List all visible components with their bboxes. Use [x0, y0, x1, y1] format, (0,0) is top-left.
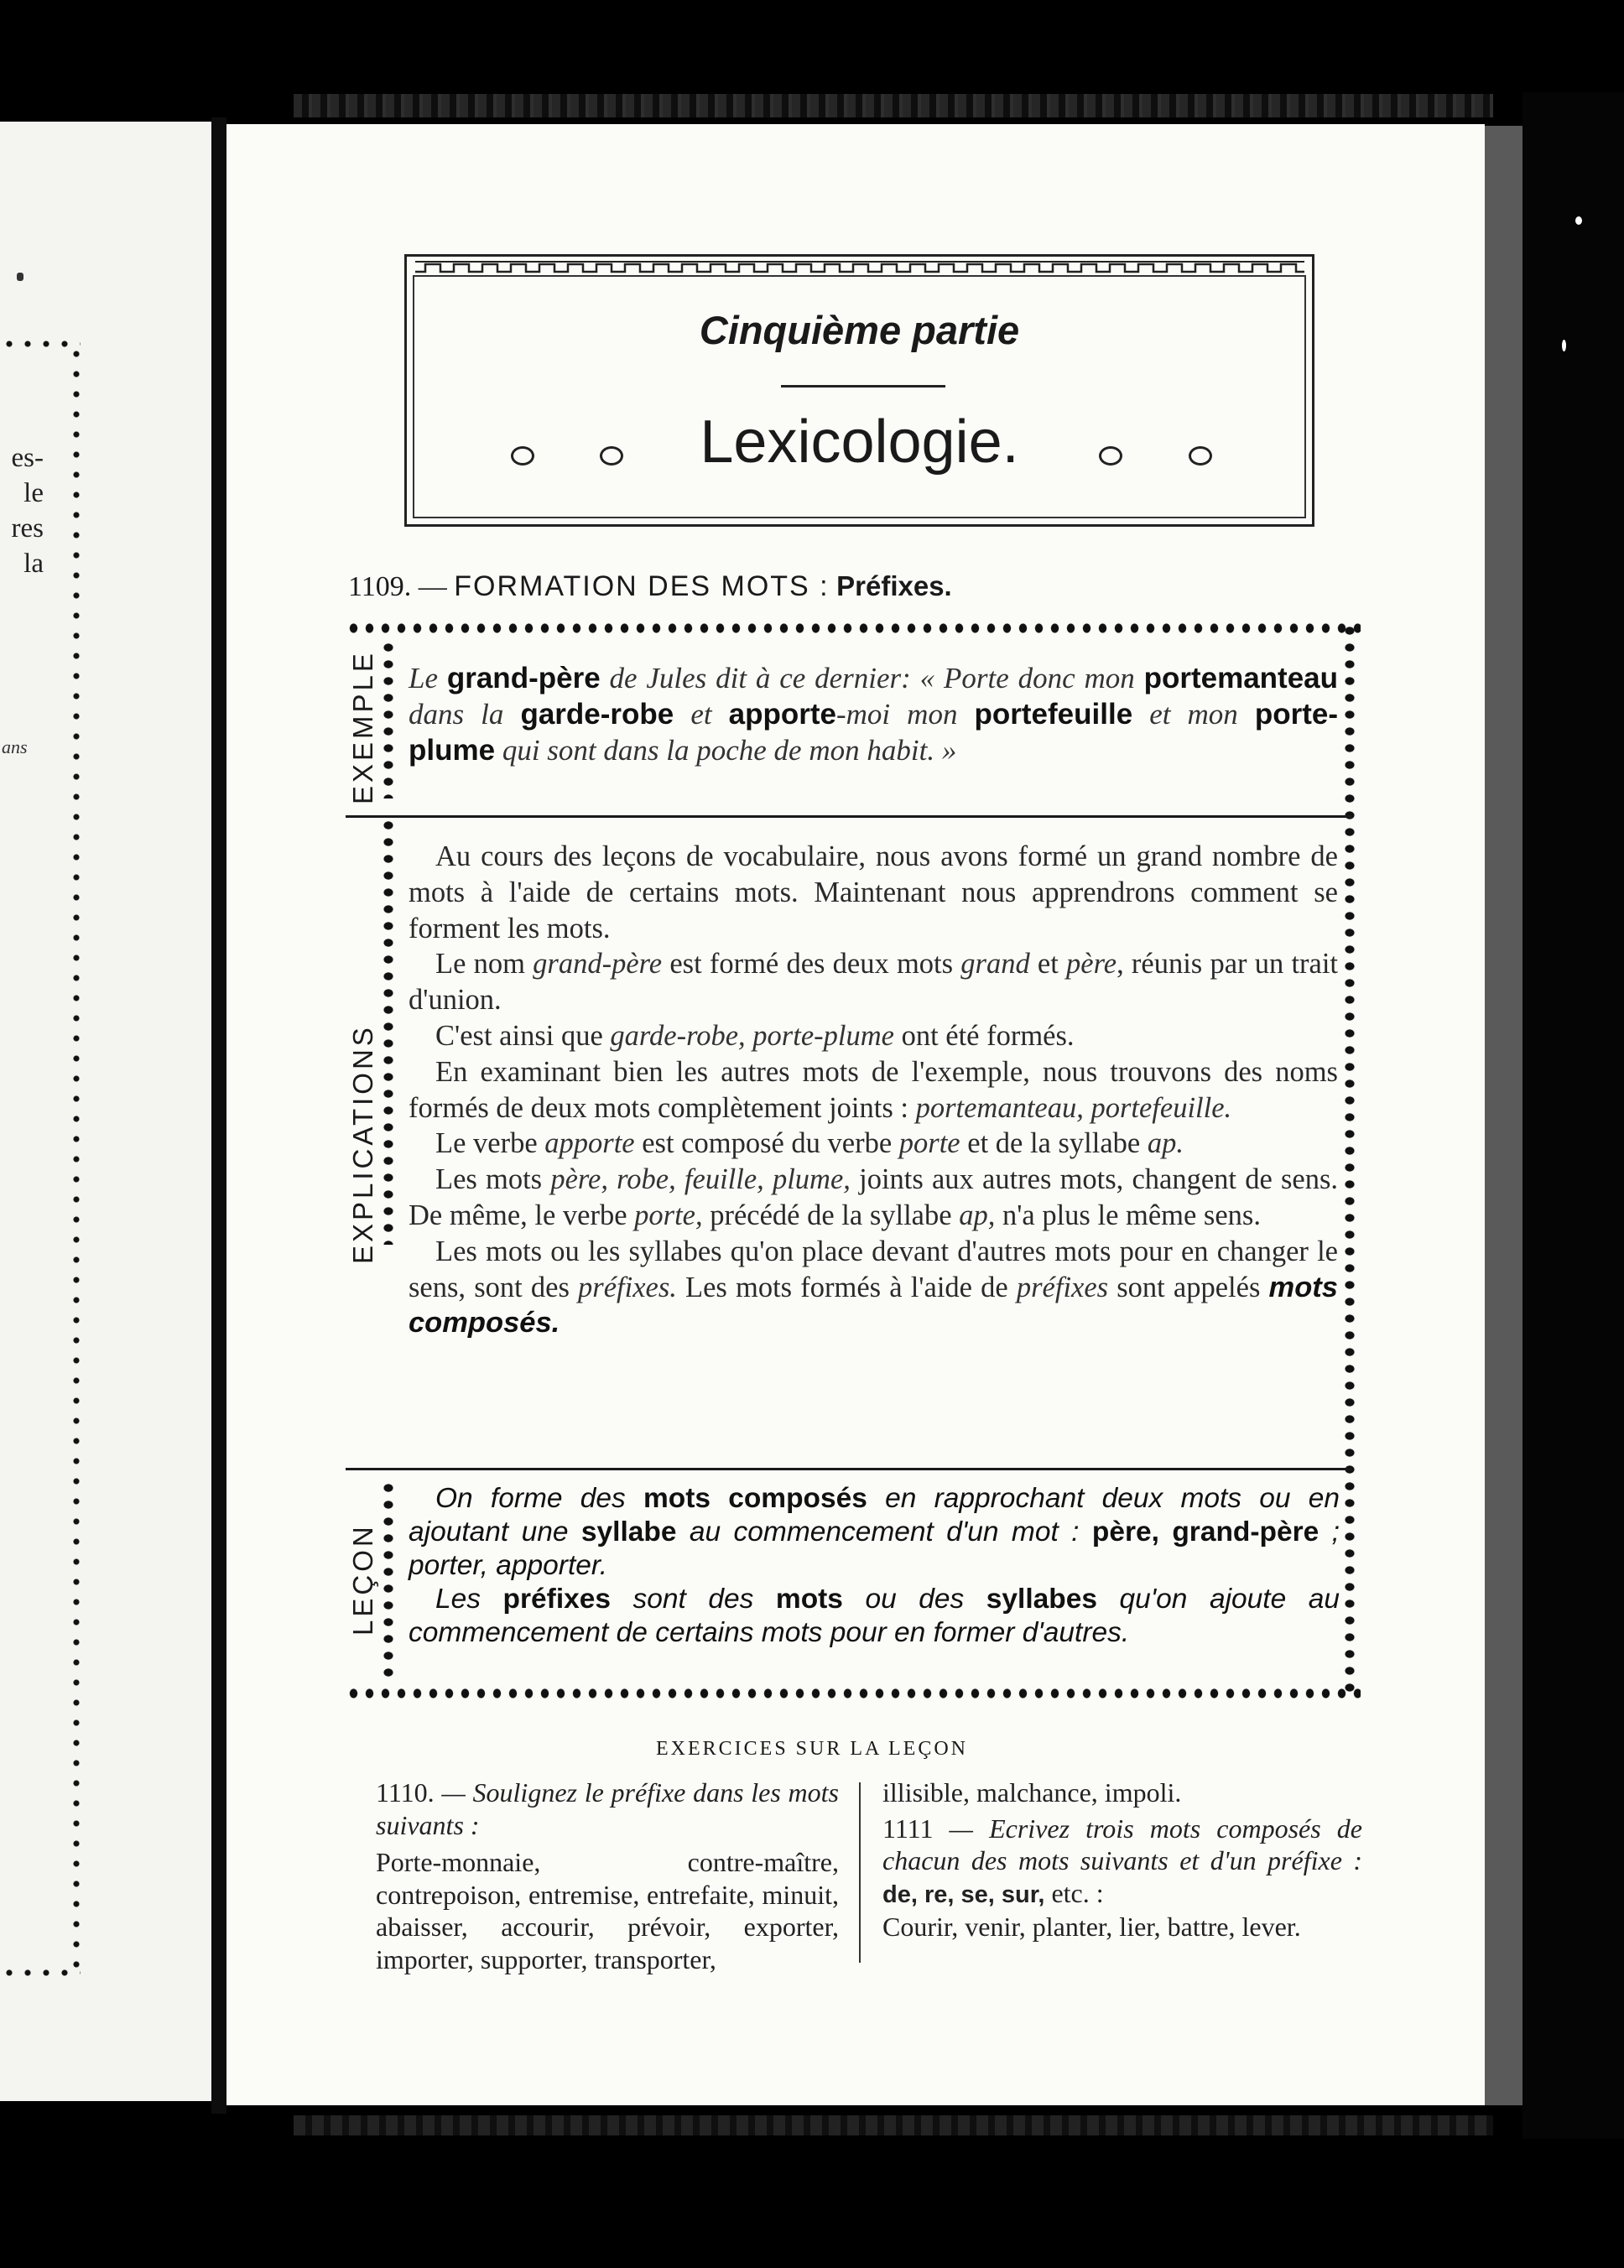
text-run: préfixes — [502, 1584, 612, 1615]
text-run: apporte — [544, 1127, 635, 1160]
text-run: Les — [435, 1584, 503, 1615]
dotted-label-rule — [383, 1480, 394, 1681]
explication-paragraph — [409, 1234, 1338, 1341]
text-run: syllabes — [986, 1584, 1097, 1615]
scan-speck — [1562, 340, 1566, 351]
text-run: et — [1029, 948, 1067, 981]
explication-paragraph — [409, 946, 1338, 1018]
explication-paragraph — [409, 1162, 1338, 1234]
exercise-prefixes: de, re, se, sur, — [882, 1880, 1045, 1908]
left-page-mark — [17, 273, 23, 281]
meander-ornament — [415, 261, 1304, 274]
exercise-number: 1110. — [376, 1777, 435, 1808]
text-run: mots — [775, 1584, 843, 1615]
dotted-label-rule — [383, 817, 394, 1245]
explications-label: EXPLICATIONS — [347, 1024, 378, 1265]
section-separator — [346, 815, 1352, 818]
lecon-paragraph — [409, 1482, 1340, 1583]
text-run: grand-père — [533, 948, 663, 981]
title-divider — [781, 385, 945, 388]
exercise-instruction: — Soulignez le préfixe dans les mots suivants : — [376, 1777, 840, 1840]
section-title: FORMATION DES MOTS : — [454, 570, 830, 602]
main-title: Lexicologie. — [700, 408, 1019, 476]
exercises-title: EXERCICES SUR LA LEÇON — [655, 1738, 969, 1760]
text-run: Le verbe — [435, 1127, 545, 1160]
page-edge-shadow — [1485, 126, 1522, 2105]
left-page-fragment — [0, 122, 211, 2101]
text-run: Le nom — [435, 948, 534, 981]
dotted-border-top — [346, 622, 1361, 634]
section-dash: — — [418, 571, 447, 602]
text-run: en rapprochant deux mots ou en ajoutant une — [409, 1483, 1340, 1548]
text-run: ont été formés. — [893, 1019, 1075, 1052]
text-run: Le — [409, 662, 447, 694]
text-run: C'est ainsi que — [435, 1019, 611, 1052]
text-run: portefeuille — [974, 698, 1133, 731]
text-run: porte — [898, 1127, 960, 1160]
scan-bottom-edge — [294, 2115, 1493, 2135]
lecon-label: LEÇON — [347, 1523, 378, 1636]
text-run: syllabe — [580, 1516, 677, 1548]
text-run: est composé du verbe — [634, 1127, 899, 1160]
part-title: Cinquième partie — [699, 308, 1020, 352]
dotted-border-bottom — [346, 1688, 1361, 1699]
text-run: apporte — [728, 698, 836, 731]
exemple-label: EXEMPLE — [347, 650, 378, 805]
left-page-fragment-text: le — [23, 478, 44, 508]
text-run: de Jules dit à ce dernier: « Porte donc mon — [600, 662, 1144, 694]
section-subtitle: Préfixes. — [836, 570, 952, 601]
text-run: garde-robe, porte-plume — [610, 1019, 894, 1052]
text-run: mots composés — [643, 1483, 867, 1514]
text-run: préfixes — [1016, 1271, 1109, 1303]
text-run: et — [674, 698, 729, 731]
title-frame — [404, 254, 1314, 527]
left-page-border — [0, 1969, 81, 1977]
text-run: et de la syllabe — [960, 1127, 1148, 1160]
text-run: ap. — [1147, 1127, 1184, 1160]
scan-speck — [1575, 216, 1582, 225]
exercise-words: Courir, venir, planter, lier, battre, lever. — [882, 1912, 1301, 1942]
column-rule — [859, 1782, 861, 1963]
section-heading — [348, 570, 952, 603]
text-run: et mon — [1132, 698, 1255, 731]
text-run: père, grand-père — [1091, 1516, 1320, 1548]
text-run: ap, — [959, 1199, 996, 1231]
exercise-words: Porte-monnaie, contre-maître, contrepoison, entremise, entrefaite, minuit, abaisser, accourir, prévoir, exporter, importer, supporter, transporter, — [376, 1847, 839, 1974]
text-run: au commencement d'un mot : — [676, 1516, 1092, 1548]
left-page-fragment-text: res — [11, 513, 44, 544]
left-page-border — [72, 344, 81, 1971]
explication-paragraph — [409, 1018, 1338, 1054]
exercise-1110 — [376, 1776, 839, 1975]
explication-paragraph — [409, 1126, 1338, 1162]
text-run: n'a plus le même sens. — [995, 1199, 1261, 1231]
left-page-border — [0, 340, 81, 348]
left-page-fragment-text: es- — [11, 443, 44, 473]
text-run: père — [1066, 948, 1117, 981]
text-run: Au cours des leçons de vocabulaire, nous avons formé un grand nombre de mots à l'aide de certains mots. Maintenant nous apprendrons comment se forment les mots. — [409, 840, 1338, 944]
text-run: En examinant bien les autres mots de l'exemple, nous trouvons des noms formés de deux mots complètement joints : — [409, 1055, 1338, 1124]
lesson-box — [346, 622, 1361, 1704]
left-page-fragment-text: ans — [2, 736, 28, 757]
text-run: ; porter, apporter. — [409, 1516, 1340, 1581]
text-run: père, robe, feuille, plume, — [550, 1163, 851, 1196]
text-run: mots composés. — [409, 1271, 1338, 1339]
text-run: est formé des deux mots — [662, 948, 961, 981]
lecon-text — [409, 1482, 1340, 1650]
dotted-border-right — [1344, 622, 1356, 1700]
text-run: On forme des — [435, 1483, 643, 1514]
explications-text — [409, 839, 1338, 1341]
section-number: 1109. — [348, 571, 412, 602]
text-run: joints aux autres mots, changent de sens. De même, le verbe — [409, 1163, 1339, 1231]
explication-paragraph — [409, 839, 1338, 946]
exercise-etc: etc. : — [1051, 1877, 1104, 1908]
exercise-1111 — [882, 1776, 1362, 1943]
book-gutter — [211, 117, 226, 2114]
text-run: grand-père — [446, 662, 601, 694]
text-run: dans la — [409, 698, 521, 731]
lecon-paragraph — [409, 1583, 1340, 1650]
text-run: qu'on ajoute au commencement de certains mots pour en former d'autres. — [409, 1584, 1340, 1648]
exercise-number: 1111 — [882, 1813, 934, 1844]
text-run: Les mots — [435, 1163, 551, 1196]
section-separator — [346, 1468, 1352, 1470]
dotted-label-rule — [383, 639, 394, 798]
text-run: porte-plume — [409, 698, 1338, 767]
ornament-ring — [1189, 446, 1212, 466]
text-run: précédé de la syllabe — [702, 1199, 960, 1231]
ornament-ring — [1099, 446, 1122, 466]
left-page-fragment-text: la — [23, 549, 44, 579]
text-run: Les mots formés à l'aide de — [676, 1271, 1017, 1303]
text-run: garde-robe — [520, 698, 674, 731]
text-run: , réunis par un trait d'union. — [409, 948, 1338, 1017]
text-run: sont appelés — [1108, 1271, 1269, 1303]
text-run: sont des — [611, 1584, 776, 1615]
text-run: -moi mon — [835, 698, 975, 731]
text-run: ou des — [842, 1584, 986, 1615]
explication-paragraph — [409, 1054, 1338, 1126]
text-run: Les mots ou les syllabes qu'on place devant d'autres mots pour en changer le sens, sont des — [409, 1235, 1338, 1303]
exemple-text — [409, 660, 1338, 768]
text-run: qui sont dans la poche de mon habit. » — [495, 734, 957, 767]
text-run: portemanteau — [1143, 662, 1339, 694]
exercise-instruction: — Ecrivez trois mots composés de chacun des mots suivants et d'un préfixe : — [882, 1813, 1363, 1875]
text-run: grand — [960, 948, 1030, 981]
text-run: porte, — [634, 1199, 703, 1231]
exercise-words: illisible, malchance, impoli. — [882, 1777, 1182, 1808]
text-run: portemanteau, portefeuille. — [915, 1091, 1232, 1124]
scan-background — [1522, 92, 1624, 2139]
scan-top-edge — [294, 94, 1493, 117]
text-run: préfixes. — [578, 1271, 677, 1303]
